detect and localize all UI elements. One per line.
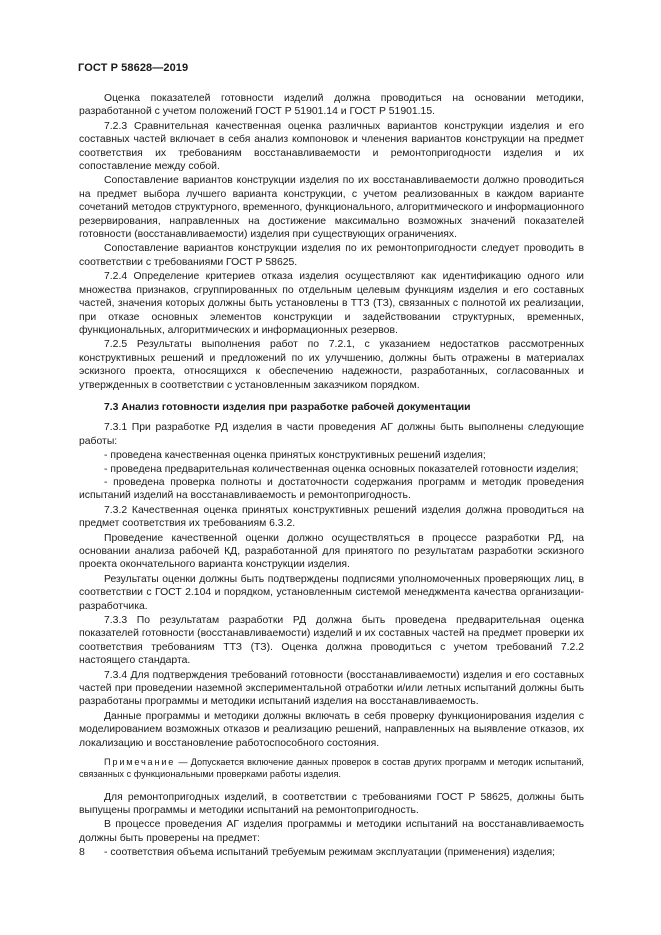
- section-heading: 7.3 Анализ готовности изделия при разработке рабочей документации: [104, 401, 471, 413]
- page-number: 8: [79, 846, 85, 858]
- note-label: Примечание: [104, 757, 176, 768]
- list-item: - соответствия объема испытаний требуемым режимам эксплуатации (применения) изделия;: [104, 847, 555, 859]
- paragraph: Данные программы и методики должны включать в себя проверку функционирования изделия с моделированием возможных отказов и реализацию решений, направленных на выявление отказов, их локализацию и восстановление работоспособного состояния.: [79, 710, 584, 749]
- list-item: - проведена качественная оценка принятых конструктивных решений изделия;: [104, 450, 486, 462]
- paragraph: В процессе проведения АГ изделия программы и методики испытаний на восстанавливаемость должны быть проверены на предмет:: [79, 819, 584, 844]
- paragraph: Результаты оценки должны быть подтверждены подписями уполномоченных проверяющих лиц, в соответствии с ГОСТ 2.104 и порядком, установленным системой менеджмента качества организации-разработчика.: [79, 573, 584, 612]
- list-item: - проведена предварительная количественная оценка основных показателей готовности изделия;: [104, 463, 579, 475]
- list-item: - проведена проверка полноты и достаточности содержания программ и методик проведения испытаний изделий на восстанавливаемость и ремонтопригодность.: [79, 476, 584, 502]
- bullet-list: [79, 846, 584, 859]
- paragraph: 7.2.5 Результаты выполнения работ по 7.2.1, с указанием недостатков рассмотренных конструктивных решений и предложений по их улучшению, должны быть отражены в материалах эскизного проекта, относящихся к обеспечению надежности, разработанных, согласованных и утвержденных в соответствии с установленным заказчиком порядком.: [79, 339, 584, 391]
- paragraph: 7.3.2 Качественная оценка принятых конструктивных решений изделия должна проводиться на предмет соответствия их требованиям 6.3.2.: [79, 504, 584, 530]
- paragraph: Оценка показателей готовности изделий должна проводиться на основании методики, разработанной с учетом положений ГОСТ Р 51901.14 и ГОСТ Р 51901.15.: [79, 93, 584, 118]
- bullet-list: [79, 449, 584, 503]
- document-header: ГОСТ Р 58628—2019: [78, 62, 189, 74]
- paragraph: 7.2.3 Сравнительная качественная оценка различных вариантов конструкции изделия и его составных частей включает в себя анализ компоновок и членения вариантов конструкции на предмет соответствия их требованиям восстанавливаемости и ремонтопригодности изделия и их сопоставление между собой.: [79, 120, 584, 173]
- note: [79, 756, 584, 780]
- paragraph: 7.3.3 По результатам разработки РД должна быть проведена предварительная оценка показателей готовности (восстанавливаемости) изделий и их составных частей на предмет проверки их соответствия требованиям ТТЗ (ТЗ). Оценка должна проводиться с учетом требований 7.2.2 настоящего стандарта.: [79, 615, 584, 667]
- paragraph: Сопоставление вариантов конструкции изделия по их восстанавливаемости должно проводиться на предмет выбора лучшего варианта конструкции, с учетом реализованных в каждом варианте сочетаний методов структурного, временного, функционального, алгоритмического и информационного резервирования, направленных на достижение максимально возможных значений показателей готовности (восстанавливаемости) изделия при существующих ограничениях.: [79, 175, 584, 241]
- paragraph: 7.2.4 Определение критериев отказа изделия осуществляют как идентификацию одного или множества признаков, сгруппированных по отдельным целевым функциям изделия и его составных частей, значения которых должны быть установлены в ТТЗ (ТЗ), связанных с полнотой их реализации, при отказе основных элементов конструкции и задействовании структурных, временных, функциональных, алгоритмических и информационных резервов.: [79, 271, 584, 336]
- paragraph: 7.3.1 При разработке РД изделия в части проведения АГ должны быть выполнены следующие работы:: [79, 422, 584, 447]
- paragraph: Для ремонтопригодных изделий, в соответствии с требованиями ГОСТ Р 58625, должны быть выпущены программы и методики испытаний на ремонтопригодность.: [79, 791, 584, 816]
- paragraph: Проведение качественной оценки должно осуществляться в процессе разработки РД, на основании анализа рабочей КД, разработанной для принятого по результатам разработки эскизного проекта окончательного варианта конструкции изделия.: [79, 532, 584, 571]
- paragraph: Сопоставление вариантов конструкции изделия по их ремонтопригодности следует проводить в соответствии с требованиями ГОСТ Р 58625.: [79, 243, 584, 268]
- note-text: — Допускается включение данных проверок в состав других программ и методик испытаний, связанных с функциональными проверками работы изделия.: [79, 757, 584, 780]
- paragraph: 7.3.4 Для подтверждения требований готовности (восстанавливаемости) изделия и его составных частей при проведении наземной экспериментальной отработки и/или летных испытаний должны быть разработаны программы и методики испытаний изделия на восстанавливаемость.: [79, 669, 584, 708]
- document-body: [79, 92, 584, 861]
